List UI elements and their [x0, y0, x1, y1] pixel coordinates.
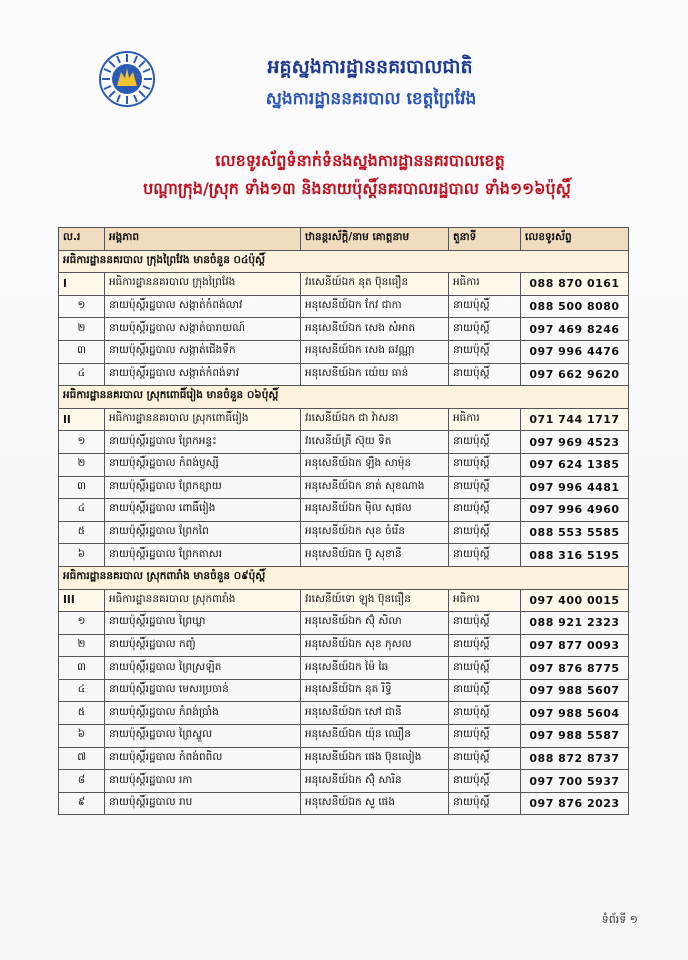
officer-name: អនុសេនីយ៍ឯក សុខ កុសល [301, 634, 449, 657]
officer-name: អនុសេនីយ៍ឯក សេង សំអាត [301, 318, 449, 341]
officer-name: វរសេនីយ៍ឯក នុត ប៊ុនធឿន [301, 273, 449, 296]
police-emblem-icon [98, 50, 156, 108]
table-row [59, 521, 629, 544]
officer-role: នាយប៉ុស្តិ៍ [449, 792, 521, 815]
officer-name: វរសេនីយ៍ទោ ឡុង ប៊ុនធឿន [301, 589, 449, 612]
officer-role: នាយប៉ុស្តិ៍ [449, 363, 521, 386]
officer-name: អនុសេនីយ៍ឯក សៅ ជានី [301, 702, 449, 725]
officer-name: អនុសេនីយ៍ឯក សុខ ចំរើន [301, 521, 449, 544]
unit-name: នាយប៉ុស្តិ៍រដ្ឋបាល កំពង់ប្ញស្សី [105, 453, 301, 476]
unit-name: នាយប៉ុស្តិ៍រដ្ឋបាល ព្រៃស្នួល [105, 725, 301, 748]
phone-number: 097 469 8246 [521, 318, 629, 341]
phone-number: 097 400 0015 [521, 589, 629, 612]
officer-role: នាយប៉ុស្តិ៍ [449, 431, 521, 454]
unit-name: នាយប៉ុស្តិ៍រដ្ឋបាល មេសរប្រចាន់ [105, 679, 301, 702]
phone-number: 097 996 4476 [521, 340, 629, 363]
officer-name: អនុសេនីយ៍ឯក យ៉េយ ធាន់ [301, 363, 449, 386]
row-number: ២ [59, 634, 105, 657]
officer-role: នាយប៉ុស្តិ៍ [449, 679, 521, 702]
phone-number: 097 988 5604 [521, 702, 629, 725]
ministry-title: អគ្គស្នងការដ្ឋាននគរបាលជាតិ [267, 56, 473, 78]
unit-name: នាយប៉ុស្តិ៍រដ្ឋបាល ព្រៃឃ្លា [105, 612, 301, 635]
phone-number: 088 872 8737 [521, 747, 629, 770]
officer-role: នាយប៉ុស្តិ៍ [449, 725, 521, 748]
officer-role: នាយប៉ុស្តិ៍ [449, 657, 521, 680]
inspectorate-row [59, 273, 629, 296]
col-header-unit: អង្គភាព [105, 228, 301, 251]
table-header-row [59, 228, 629, 251]
row-number: ៦ [59, 544, 105, 567]
unit-name: នាយប៉ុស្តិ៍រដ្ឋបាល ព្រែកតាសរ [105, 544, 301, 567]
officer-name: អនុសេនីយ៍ឯក សេង ឆវណ្ណា [301, 340, 449, 363]
row-number: I [59, 273, 105, 296]
inspectorate-row [59, 408, 629, 431]
officer-name: អនុសេនីយ៍ឯក ស៊ុំ សារិន [301, 770, 449, 793]
inspectorate-row [59, 589, 629, 612]
unit-name: នាយប៉ុស្តិ៍រដ្ឋបាល សង្កាត់បារាយណ៍ [105, 318, 301, 341]
officer-role: នាយប៉ុស្តិ៍ [449, 747, 521, 770]
row-number: II [59, 408, 105, 431]
table-row [59, 453, 629, 476]
commissariat-title: ស្នងការដ្ឋាននគរបាល ខេត្តព្រៃវែង [265, 89, 477, 109]
officer-name: អនុសេនីយ៍ឯក នាត់ សុខណាង [301, 476, 449, 499]
document-subtitle: បណ្ដាក្រុង/ស្រុក ទាំង១៣ និងនាយប៉ុស្តិ៍នគរបាលរដ្ឋបាល ទាំង១១៦ប៉ុស្តិ៍ [143, 179, 571, 198]
officer-name: អនុសេនីយ៍ឯក ស៊ុំ សិលា [301, 612, 449, 635]
officer-role: នាយប៉ុស្តិ៍ [449, 499, 521, 522]
table-row [59, 318, 629, 341]
phone-number: 097 876 2023 [521, 792, 629, 815]
phone-number: 097 662 9620 [521, 363, 629, 386]
officer-name: អនុសេនីយ៍ឯក ម៉ិល សុផល [301, 499, 449, 522]
unit-name: នាយប៉ុស្តិ៍រដ្ឋបាល កំពង់ពពិល [105, 747, 301, 770]
officer-role: នាយប៉ុស្តិ៍ [449, 476, 521, 499]
phone-number: 071 744 1717 [521, 408, 629, 431]
row-number: ៤ [59, 499, 105, 522]
unit-name: នាយប៉ុស្តិ៍រដ្ឋបាល ព្រែកពៃ [105, 521, 301, 544]
table-row [59, 476, 629, 499]
row-number: ៩ [59, 792, 105, 815]
phone-number: 097 876 8775 [521, 657, 629, 680]
phone-number: 088 921 2323 [521, 612, 629, 635]
table-row [59, 340, 629, 363]
col-header-name: ឋានន្តរស័ក្តិ/នាម គោត្តនាម [301, 228, 449, 251]
table-row [59, 657, 629, 680]
phone-number: 097 877 0093 [521, 634, 629, 657]
col-header-no: ល.រ [59, 228, 105, 251]
officer-role: នាយប៉ុស្តិ៍ [449, 295, 521, 318]
officer-role: នាយប៉ុស្តិ៍ [449, 340, 521, 363]
col-header-role: តួនាទី [449, 228, 521, 251]
row-number: ២ [59, 318, 105, 341]
unit-name: នាយប៉ុស្តិ៍រដ្ឋបាល ពោធិ៍រៀង [105, 499, 301, 522]
table-row [59, 634, 629, 657]
officer-role: អធិការ [449, 273, 521, 296]
table-row [59, 747, 629, 770]
row-number: ១ [59, 612, 105, 635]
row-number: ៥ [59, 702, 105, 725]
officer-role: អធិការ [449, 589, 521, 612]
table-row [59, 363, 629, 386]
row-number: ៤ [59, 679, 105, 702]
phone-number: 097 996 4481 [521, 476, 629, 499]
row-number: ២ [59, 453, 105, 476]
table-row [59, 544, 629, 567]
officer-name: អនុសេនីយ៍ឯក នុត រិទ្ធិ [301, 679, 449, 702]
officer-role: នាយប៉ុស្តិ៍ [449, 544, 521, 567]
officer-role: នាយប៉ុស្តិ៍ [449, 521, 521, 544]
row-number: ៨ [59, 770, 105, 793]
col-header-phone: លេខទូរស័ព្ទ [521, 228, 629, 251]
officer-name: អនុសេនីយ៍ឯក ម៉ៃ ឆៃ [301, 657, 449, 680]
row-number: ១ [59, 295, 105, 318]
phone-number: 088 316 5195 [521, 544, 629, 567]
officer-name: អនុសេនីយ៍ឯក ប៊ូ សុខានី [301, 544, 449, 567]
unit-name: នាយប៉ុស្តិ៍រដ្ឋបាល រកា [105, 770, 301, 793]
officer-role: អធិការ [449, 408, 521, 431]
unit-name: នាយប៉ុស្តិ៍រដ្ឋបាល សង្កាត់ជើងទឹក [105, 340, 301, 363]
row-number: ៤ [59, 363, 105, 386]
unit-name: នាយប៉ុស្តិ៍រដ្ឋបាល សង្កាត់កំពង់លាវ [105, 295, 301, 318]
officer-role: នាយប៉ុស្តិ៍ [449, 702, 521, 725]
officer-name: វរសេនីយ៍ឯក ជា វ៉ាសនា [301, 408, 449, 431]
officer-name: អនុសេនីយ៍ឯក យ៉ុន ឈឿន [301, 725, 449, 748]
unit-name: អធិការដ្ឋាននគរបាល ស្រុកពារាំង [105, 589, 301, 612]
table-row [59, 792, 629, 815]
table-row [59, 499, 629, 522]
phone-number: 097 996 4960 [521, 499, 629, 522]
section-row [59, 386, 629, 409]
table-row [59, 725, 629, 748]
unit-name: នាយប៉ុស្តិ៍រដ្ឋបាល កញ្ចំ [105, 634, 301, 657]
officer-name: អនុសេនីយ៍ឯក ឡឹង សាម៉ុន [301, 453, 449, 476]
row-number: III [59, 589, 105, 612]
officer-role: នាយប៉ុស្តិ៍ [449, 318, 521, 341]
section-title: អធិការដ្ឋាននគរបាល ក្រុងព្រៃវែង មានចំនួន ០៤ប៉ុស្តិ៍ [59, 250, 629, 273]
unit-name: នាយប៉ុស្តិ៍រដ្ឋបាល ព្រែកខ្សាយ [105, 476, 301, 499]
table-body [59, 250, 629, 815]
unit-name: អធិការដ្ឋាននគរបាល ក្រុងព្រៃវែង [105, 273, 301, 296]
unit-name: អធិការដ្ឋាននគរបាល ស្រុកពោធិ៍រៀង [105, 408, 301, 431]
row-number: ៥ [59, 521, 105, 544]
row-number: ៦ [59, 725, 105, 748]
row-number: ៣ [59, 657, 105, 680]
table-row [59, 702, 629, 725]
section-title: អធិការដ្ឋាននគរបាល ស្រុកពោធិ៍រៀង មានចំនួន ០៦ប៉ុស្តិ៍ [59, 386, 629, 409]
officer-name: អនុសេនីយ៍ឯក ផេង ប៊ុនលៀង [301, 747, 449, 770]
officer-role: នាយប៉ុស្តិ៍ [449, 612, 521, 635]
document-title: លេខទូរស័ព្ទទំនាក់ទំនងស្នងការដ្ឋាននគរបាលខេត្ត [215, 151, 505, 170]
page-number: ទំព័រទី ១ [601, 913, 638, 926]
phone-number: 097 969 4523 [521, 431, 629, 454]
row-number: ៣ [59, 476, 105, 499]
unit-name: នាយប៉ុស្តិ៍រដ្ឋបាល សង្កាត់កំពង់ទាវ [105, 363, 301, 386]
phone-number: 088 500 8080 [521, 295, 629, 318]
section-row [59, 250, 629, 273]
officer-name: អនុសេនីយ៍ឯក សួ ផេង [301, 792, 449, 815]
unit-name: នាយប៉ុស្តិ៍រដ្ឋបាល កំពង់ប្រាំង [105, 702, 301, 725]
officer-role: នាយប៉ុស្តិ៍ [449, 770, 521, 793]
officer-role: នាយប៉ុស្តិ៍ [449, 634, 521, 657]
unit-name: នាយប៉ុស្តិ៍រដ្ឋបាល ព្រែកអន្ទះ [105, 431, 301, 454]
row-number: ៣ [59, 340, 105, 363]
row-number: ១ [59, 431, 105, 454]
unit-name: នាយប៉ុស្តិ៍រដ្ឋបាល រាប [105, 792, 301, 815]
phone-number: 088 870 0161 [521, 273, 629, 296]
table-row [59, 770, 629, 793]
phone-number: 088 553 5585 [521, 521, 629, 544]
phone-number: 097 700 5937 [521, 770, 629, 793]
officer-role: នាយប៉ុស្តិ៍ [449, 453, 521, 476]
section-row [59, 566, 629, 589]
table-row [59, 612, 629, 635]
section-title: អធិការដ្ឋាននគរបាល ស្រុកពារាំង មានចំនួន ០៩ប៉ុស្តិ៍ [59, 566, 629, 589]
unit-name: នាយប៉ុស្តិ៍រដ្ឋបាល ព្រៃស្រឡិត [105, 657, 301, 680]
phone-number: 097 988 5587 [521, 725, 629, 748]
officer-name: វរសេនីយ៍ត្រី ស៊ុយ ទិត [301, 431, 449, 454]
officer-name: អនុសេនីយ៍ឯក កែវ ជាកា [301, 295, 449, 318]
phone-number: 097 988 5607 [521, 679, 629, 702]
table-row [59, 295, 629, 318]
contact-table [58, 227, 629, 815]
table-row [59, 679, 629, 702]
row-number: ៧ [59, 747, 105, 770]
phone-number: 097 624 1385 [521, 453, 629, 476]
table-row [59, 431, 629, 454]
